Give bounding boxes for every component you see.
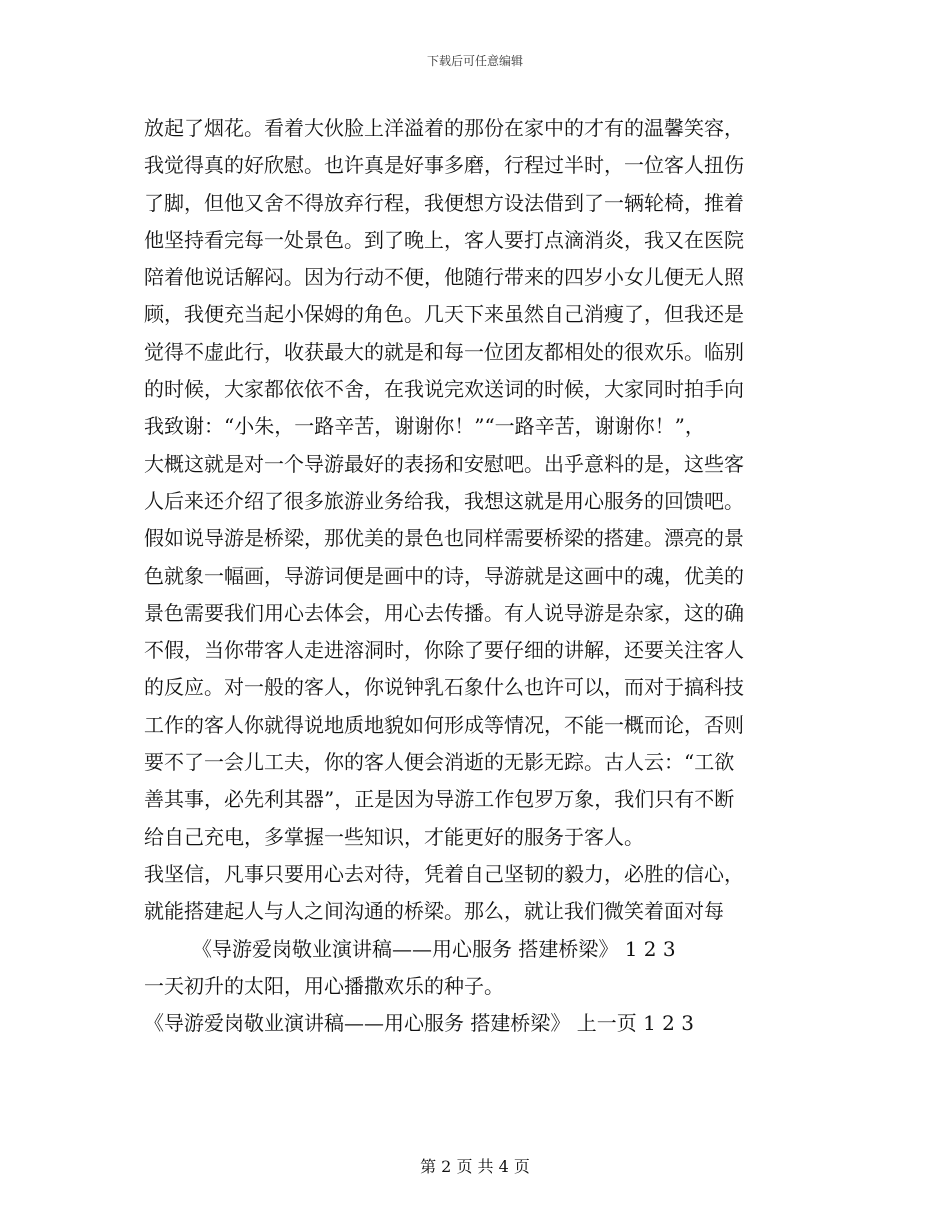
text-line: 的反应。对一般的客人，你说钟乳石象什么也许可以，而对于搞科技 (144, 675, 744, 700)
text-line: 就能搭建起人与人之间沟通的桥梁。那么，就让我们微笑着面对每 (144, 899, 724, 924)
text-line: 色就象一幅画，导游词便是画中的诗，导游就是这画中的魂，优美的 (144, 563, 744, 588)
text-line: 我致谢：“小朱，一路辛苦，谢谢你！”“一路辛苦，谢谢你！”， (144, 414, 705, 439)
pagination-title-line: 《导游爱岗敬业演讲稿——用心服务 搭建桥梁》 上一页 1 2 3 (144, 1011, 694, 1036)
page-header: 下载后可任意编辑 (426, 54, 523, 68)
text-line: 假如说导游是桥梁，那优美的景色也同样需要桥梁的搭建。漂亮的景 (144, 526, 744, 551)
page-number-footer: 第 2 页 共 4 页 (420, 1157, 530, 1176)
text-line: 工作的客人你就得说地质地貌如何形成等情况，不能一概而论，否则 (144, 712, 744, 737)
text-line: 觉得不虚此行，收获最大的就是和每一位团友都相处的很欢乐。临别 (144, 339, 744, 364)
text-line: 顾，我便充当起小保姆的角色。几天下来虽然自己消瘦了，但我还是 (144, 302, 744, 327)
text-line: 他坚持看完每一处景色。到了晚上，客人要打点滴消炎，我又在医院 (144, 227, 744, 252)
text-line: 陪着他说话解闷。因为行动不便，他随行带来的四岁小女儿便无人照 (144, 265, 744, 290)
text-line: 人后来还介绍了很多旅游业务给我，我想这就是用心服务的回馈吧。 (144, 488, 744, 513)
pagination-title-line: 《导游爱岗敬业演讲稿——用心服务 搭建桥梁》 1 2 3 (192, 936, 676, 961)
document-body (144, 110, 804, 1042)
text-line: 给自己充电，多掌握一些知识，才能更好的服务于客人。 (144, 824, 644, 849)
text-line: 我觉得真的好欣慰。也许真是好事多磨，行程过半时，一位客人扭伤 (144, 153, 744, 178)
text-line: 景色需要我们用心去体会，用心去传播。有人说导游是杂家，这的确 (144, 600, 744, 625)
text-line: 不假，当你带客人走进溶洞时，你除了要仔细的讲解，还要关注客人 (144, 638, 744, 663)
text-line: 要不了一会儿工夫，你的客人便会消逝的无影无踪。古人云：“工欲 (144, 750, 735, 775)
text-line: 一天初升的太阳，用心播撒欢乐的种子。 (144, 973, 504, 998)
text-line: 我坚信，凡事只要用心去对待，凭着自己坚韧的毅力，必胜的信心， (144, 861, 744, 886)
text-line: 的时候，大家都依依不舍，在我说完欢送词的时候，大家同时拍手向 (144, 377, 744, 402)
text-line: 善其事，必先利其器”，正是因为导游工作包罗万象，我们只有不断 (144, 787, 735, 812)
text-line: 放起了烟花。看着大伙脸上洋溢着的那份在家中的才有的温馨笑容， (144, 116, 744, 140)
text-line: 了脚，但他又舍不得放弃行程，我便想方设法借到了一辆轮椅，推着 (144, 190, 744, 215)
text-line: 大概这就是对一个导游最好的表扬和安慰吧。出乎意料的是，这些客 (144, 451, 744, 476)
